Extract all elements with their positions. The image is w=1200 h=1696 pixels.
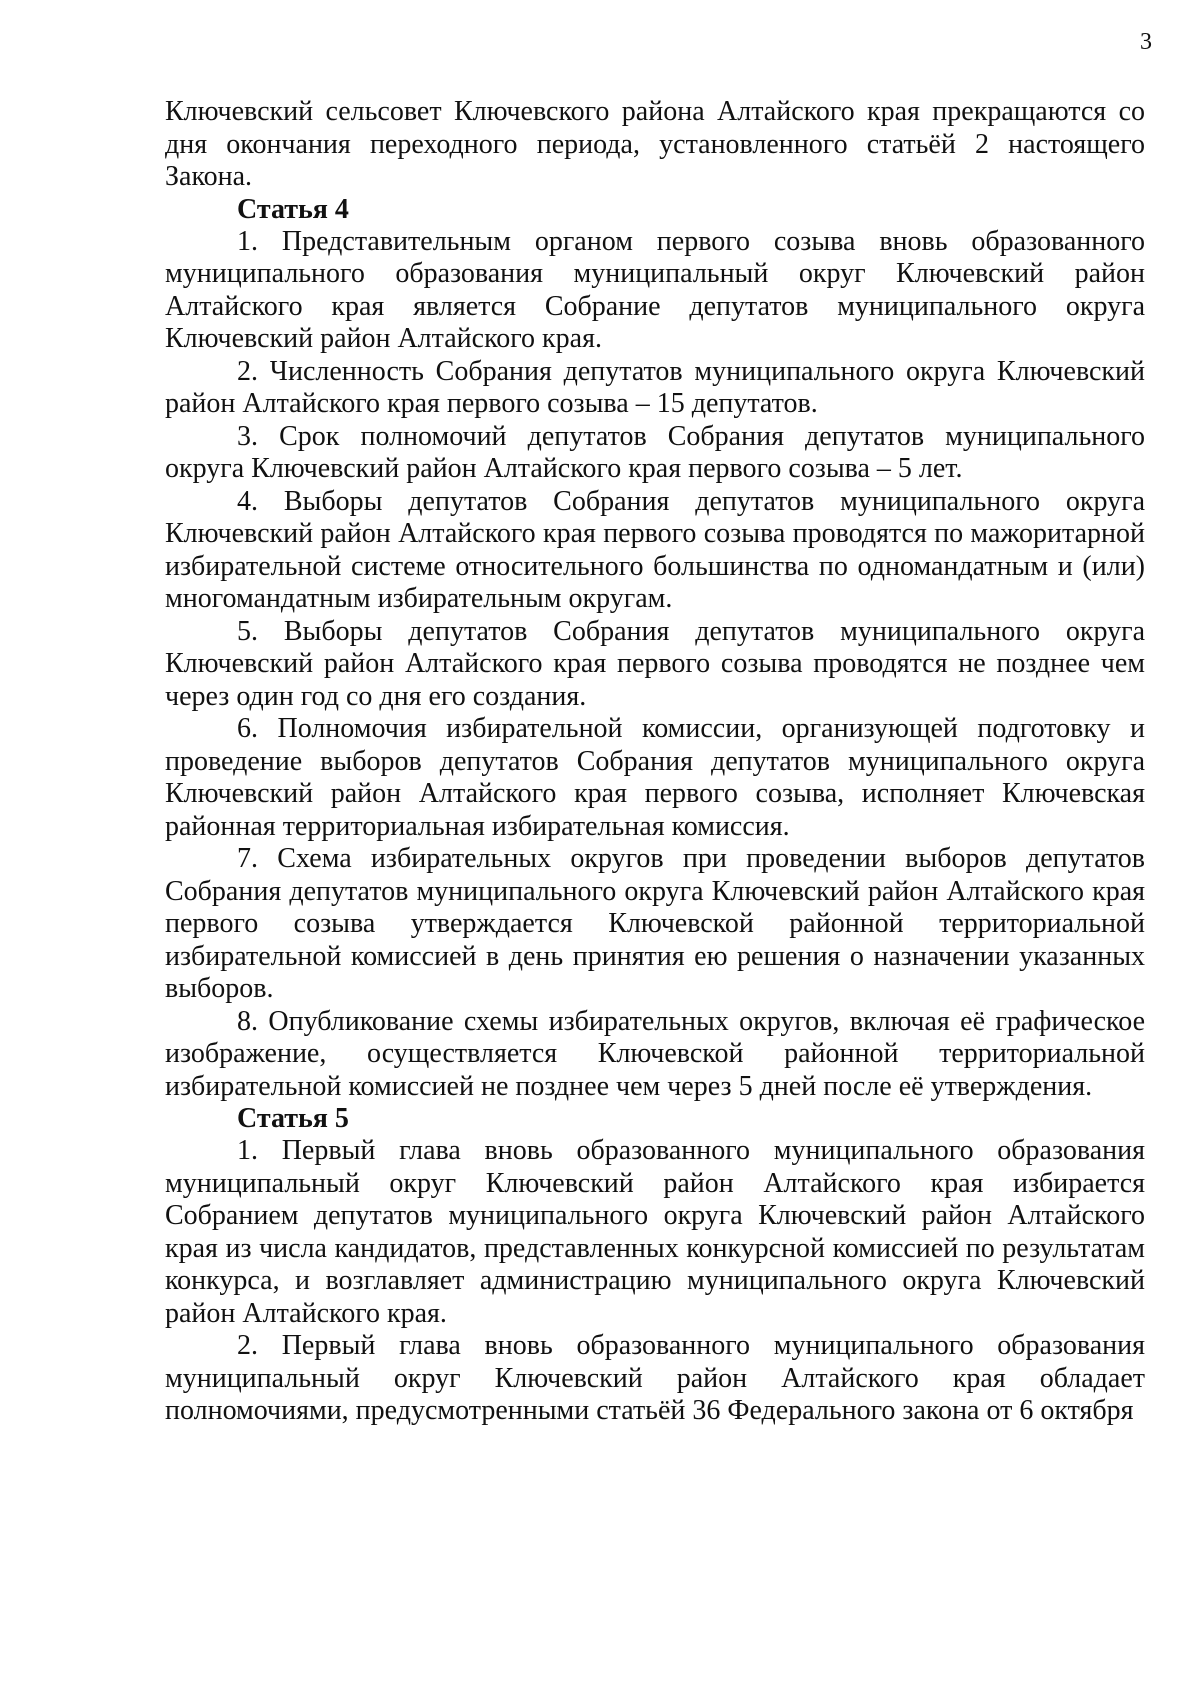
document-body bbox=[165, 96, 1145, 1428]
article-4-title: Статья 4 bbox=[237, 193, 349, 225]
intro-paragraph: Ключевский сельсовет Ключевского района Алтайского края прекращаются со дня окончания переходного периода, установленного статьёй 2 настоящего Закона. bbox=[165, 96, 1145, 192]
article-4-item-8: 8. Опубликование схемы избирательных округов, включая её графическое изображение, осуществляется Ключевской районной территориальной избирательной комиссией не позднее чем через 5 дней после её утверждения. bbox=[165, 1005, 1145, 1102]
page-number: 3 bbox=[1140, 29, 1152, 55]
article-4-item-6: 6. Полномочия избирательной комиссии, организующей подготовку и проведение выборов депутатов Собрания депутатов муниципального округа Ключевский район Алтайского края первого созыва, исполняет Ключевская районная территориальная избирательная комиссия. bbox=[165, 713, 1145, 842]
article-4-item-3: 3. Срок полномочий депутатов Собрания депутатов муниципального округа Ключевский район Алтайского края первого созыва – 5 лет. bbox=[165, 420, 1145, 484]
article-4-item-2: 2. Численность Собрания депутатов муниципального округа Ключевский район Алтайского края первого созыва – 15 депутатов. bbox=[165, 355, 1145, 419]
article-4-item-4: 4. Выборы депутатов Собрания депутатов муниципального округа Ключевский район Алтайского края первого созыва проводятся по мажоритарной избирательной системе относительного большинства по одномандатным и (или) многомандатным избирательным округам. bbox=[165, 485, 1145, 614]
article-5-item-2: 2. Первый глава вновь образованного муниципального образования муниципальный округ Ключевский район Алтайского края обладает полномочиями, предусмотренными статьёй 36 Федерального закона от 6 октября bbox=[165, 1330, 1145, 1426]
article-4-item-5: 5. Выборы депутатов Собрания депутатов муниципального округа Ключевский район Алтайского края первого созыва проводятся не позднее чем через один год со дня его создания. bbox=[165, 615, 1145, 712]
article-4-item-1: 1. Представительным органом первого созыва вновь образованного муниципального образования муниципальный округ Ключевский район Алтайского края является Собрание депутатов муниципального округа Ключевский район Алтайского края. bbox=[165, 225, 1145, 354]
article-5-item-1: 1. Первый глава вновь образованного муниципального образования муниципальный округ Ключевский район Алтайского края избирается Собранием депутатов муниципального округа Ключевский район Алтайского края из числа кандидатов, представленных конкурсной комиссией по результатам конкурса, и возглавляет администрацию муниципального округа Ключевский район Алтайского края. bbox=[165, 1135, 1145, 1329]
article-5-title: Статья 5 bbox=[237, 1103, 349, 1134]
article-4-item-7: 7. Схема избирательных округов при проведении выборов депутатов Собрания депутатов муниципального округа Ключевский район Алтайского края первого созыва утверждается Ключевской районной территориальной избирательной комиссией в день принятия ею решения о назначении указанных выборов. bbox=[165, 843, 1145, 1004]
